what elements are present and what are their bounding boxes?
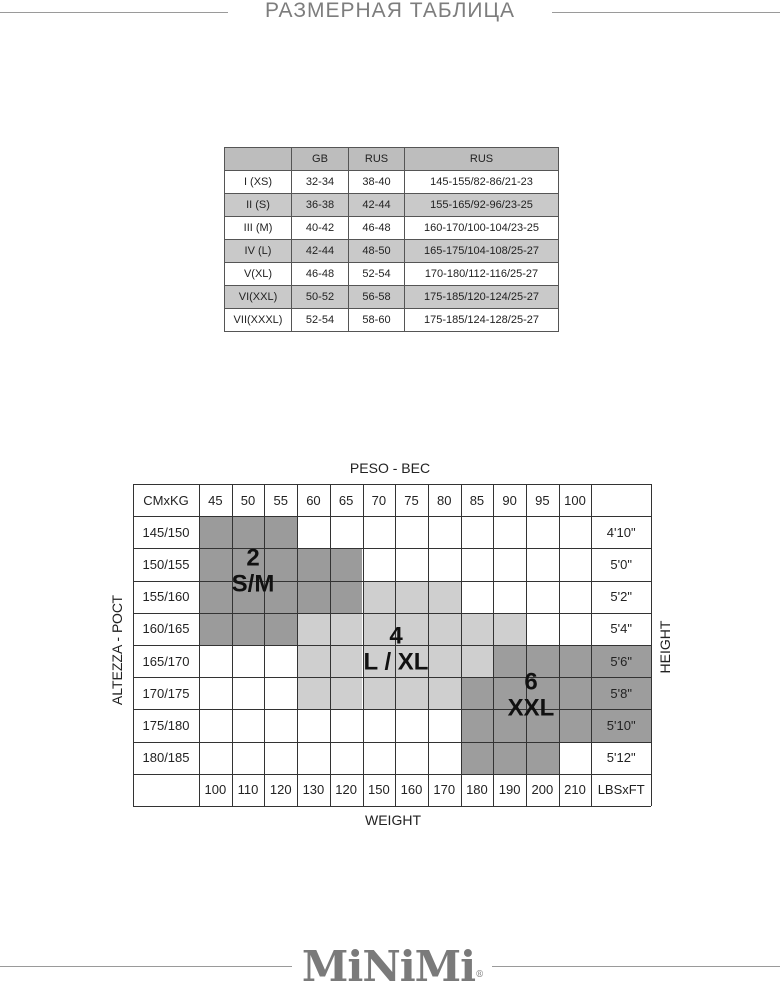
table-cell: 42-44 (292, 240, 349, 263)
zone-number: 4 (389, 622, 403, 650)
table-cell: II (S) (225, 194, 292, 217)
grid-line (133, 709, 651, 710)
height-cm-label: 160/165 (142, 621, 190, 637)
grid-line (133, 581, 651, 582)
grid-line (651, 484, 652, 806)
height-ft-label: 5'0" (610, 556, 632, 572)
zone-4-area (461, 645, 494, 677)
table-cell: VI(XXL) (225, 286, 292, 309)
left-axis-label: ALTEZZA - РОСТ (109, 594, 125, 706)
table-cell: I (XS) (225, 171, 292, 194)
bottom-axis-label: WEIGHT (365, 812, 421, 828)
zone-number: 2 (246, 544, 260, 572)
lbs-label: 100 (204, 782, 227, 798)
table-cell: 175-185/120-124/25-27 (405, 286, 559, 309)
kg-label: 75 (404, 492, 419, 508)
kg-label: 100 (564, 492, 586, 508)
table-cell: 52-54 (292, 309, 349, 332)
page-title: РАЗМЕРНАЯ ТАБЛИЦА (264, 0, 516, 22)
table-header-cell: GB (292, 148, 349, 171)
logo-text: MiNiMi (301, 942, 476, 991)
table-cell: VII(XXXL) (225, 309, 292, 332)
grid-line (133, 516, 651, 517)
zone-size: XXL (507, 695, 555, 722)
lbs-label: 180 (466, 782, 488, 798)
table-cell: III (M) (225, 217, 292, 240)
table-header-cell: RUS (405, 148, 559, 171)
corner-label: CMxKG (143, 492, 189, 508)
kg-label: 95 (535, 492, 550, 508)
lbs-label: 210 (564, 782, 586, 798)
table-cell: 175-185/124-128/25-27 (405, 309, 559, 332)
height-cm-label: 155/160 (142, 589, 190, 605)
table-cell: 155-165/92-96/23-25 (405, 194, 559, 217)
zone-size: L / XL (363, 649, 429, 676)
right-axis-label: HEIGHT (657, 620, 673, 674)
height-cm-label: 170/175 (142, 685, 190, 701)
kg-label: 70 (371, 492, 387, 508)
table-cell: 52-54 (349, 263, 405, 286)
kg-label: 80 (437, 492, 452, 508)
grid-line (133, 806, 651, 807)
zone-size: S/M (231, 571, 275, 598)
kg-label: 50 (240, 492, 256, 508)
lbs-label: 120 (269, 782, 292, 798)
grid-line (133, 548, 651, 549)
height-ft-label: 5'12" (606, 750, 636, 766)
height-cm-label: 150/155 (142, 556, 190, 572)
table-cell: 42-44 (349, 194, 405, 217)
lbs-label: 110 (237, 782, 259, 798)
lbs-label: 120 (335, 782, 357, 798)
table-header-cell: RUS (349, 148, 405, 171)
table-cell: 165-175/104-108/25-27 (405, 240, 559, 263)
units-label: LBSxFT (597, 782, 645, 798)
zone-6-area (461, 677, 494, 709)
grid-line (133, 677, 651, 678)
table-cell: 160-170/100-104/23-25 (405, 217, 559, 240)
lbs-label: 160 (400, 782, 423, 798)
height-ft-label: 5'2" (610, 589, 632, 605)
kg-label: 55 (273, 492, 288, 508)
top-axis-label: PESO - ВЕС (349, 460, 431, 476)
zone-6-label (508, 670, 555, 723)
table-cell: 32-34 (292, 171, 349, 194)
registered-mark: ® (475, 970, 484, 980)
height-ft-label: 5'8" (610, 685, 632, 701)
footer-rule-right (492, 966, 780, 967)
table-cell: 145-155/82-86/21-23 (405, 171, 559, 194)
lbs-label: 200 (531, 782, 554, 798)
table-cell: 38-40 (349, 171, 405, 194)
grid-line (133, 613, 651, 614)
lbs-label: 170 (433, 782, 456, 798)
table-cell: V(XL) (225, 263, 292, 286)
height-ft-label: 5'6" (610, 653, 632, 669)
height-ft-label: 5'4" (610, 621, 632, 637)
footer-rule-left (0, 966, 292, 967)
table-cell: 50-52 (292, 286, 349, 309)
table-cell: IV (L) (225, 240, 292, 263)
height-cm-label: 145/150 (142, 524, 190, 540)
lbs-label: 130 (302, 782, 325, 798)
table-cell: 46-48 (349, 217, 405, 240)
lbs-label: 150 (367, 782, 390, 798)
table-cell: 46-48 (292, 263, 349, 286)
kg-label: 65 (338, 492, 354, 508)
zone-4-label (364, 624, 429, 677)
height-cm-label: 175/180 (142, 717, 190, 733)
zone-number: 6 (524, 668, 538, 696)
table-cell: 48-50 (349, 240, 405, 263)
kg-label: 85 (469, 492, 485, 508)
kg-label: 60 (306, 492, 321, 508)
height-cm-label: 180/185 (142, 750, 190, 766)
table-cell: 56-58 (349, 286, 405, 309)
grid-line (133, 742, 651, 743)
table-cell: 40-42 (292, 217, 349, 240)
height-ft-label: 5'10" (606, 717, 636, 733)
table-cell: 36-38 (292, 194, 349, 217)
zone-2-label (232, 546, 275, 599)
kg-label: 90 (502, 492, 517, 508)
table-cell: 58-60 (349, 309, 405, 332)
lbs-label: 190 (498, 782, 521, 798)
height-cm-label: 165/170 (142, 653, 190, 669)
brand-logo (300, 942, 485, 992)
table-cell: 170-180/112-116/25-27 (405, 263, 559, 286)
kg-label: 45 (208, 492, 223, 508)
height-ft-label: 4'10" (606, 524, 636, 540)
